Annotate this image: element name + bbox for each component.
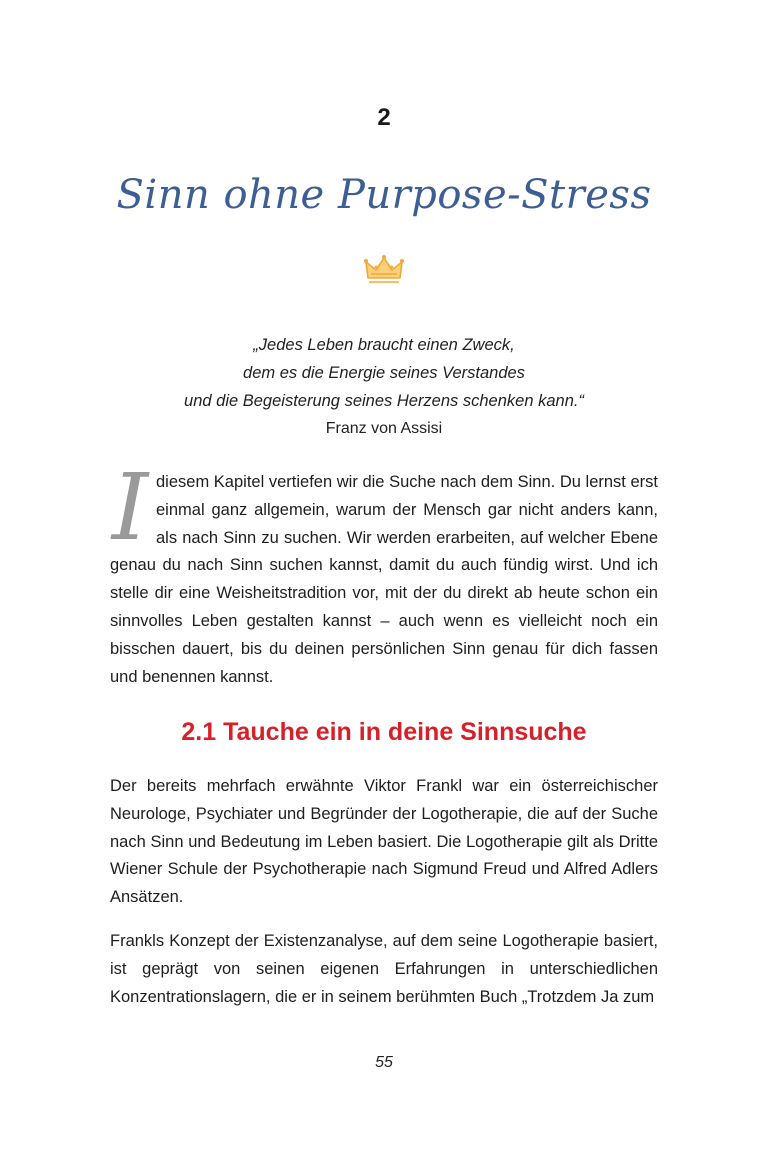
chapter-title: Sinn ohne Purpose-Stress [116, 172, 652, 218]
page-number: 55 [375, 1054, 393, 1071]
section-heading: 2.1 Tauche ein in deine Sinnsuche [181, 718, 587, 746]
epigraph-line: dem es die Energie seines Verstandes [243, 364, 525, 382]
epigraph-quote [110, 331, 658, 415]
intro-paragraph [110, 454, 658, 691]
drop-cap: I [111, 454, 149, 561]
body-paragraph: Frankls Konzept der Existenzanalyse, auf dem seine Logotherapie basiert, ist geprägt von seinen eigenen Erfahrungen in unterschiedlichen Konzentrationslagern, die er in seinem berühmten Buch „Trotzdem Ja zum [110, 932, 658, 1006]
epigraph-line: „Jedes Leben braucht einen Zweck, [253, 336, 515, 354]
epigraph-author: Franz von Assisi [325, 420, 443, 437]
crown-icon [364, 254, 404, 286]
epigraph-line: und die Begeisterung seines Herzens schenken kann.“ [184, 392, 584, 410]
chapter-number: 2 [377, 104, 391, 131]
body-paragraph: Der bereits mehrfach erwähnte Viktor Frankl war ein österreichischer Neurologe, Psychiater und Begründer der Logotherapie, die auf der Suche nach Sinn und Bedeutung im Leben basiert. Die Logotherapie gilt als Dritte Wiener Schule der Psychotherapie nach Sigmund Freud und Alfred Adlers Ansätzen. [110, 777, 658, 907]
intro-text: diesem Kapitel vertiefen wir die Suche nach dem Sinn. Du lernst erst einmal ganz allgemein, warum der Mensch gar nicht anders kann, als nach Sinn zu suchen. Wir werden erarbeiten, auf welcher Ebene genau du nach Sinn suchen kannst, damit du auch fündig wirst. Und ich stelle dir eine Weisheitstradition vor, mit der du direkt ab heute schon ein sinnvolles Leben gestalten kannst – auch wenn es vielleicht noch ein bisschen dauert, bis du deinen persönlichen Sinn genau für dich fassen und benennen kannst. [110, 473, 658, 686]
